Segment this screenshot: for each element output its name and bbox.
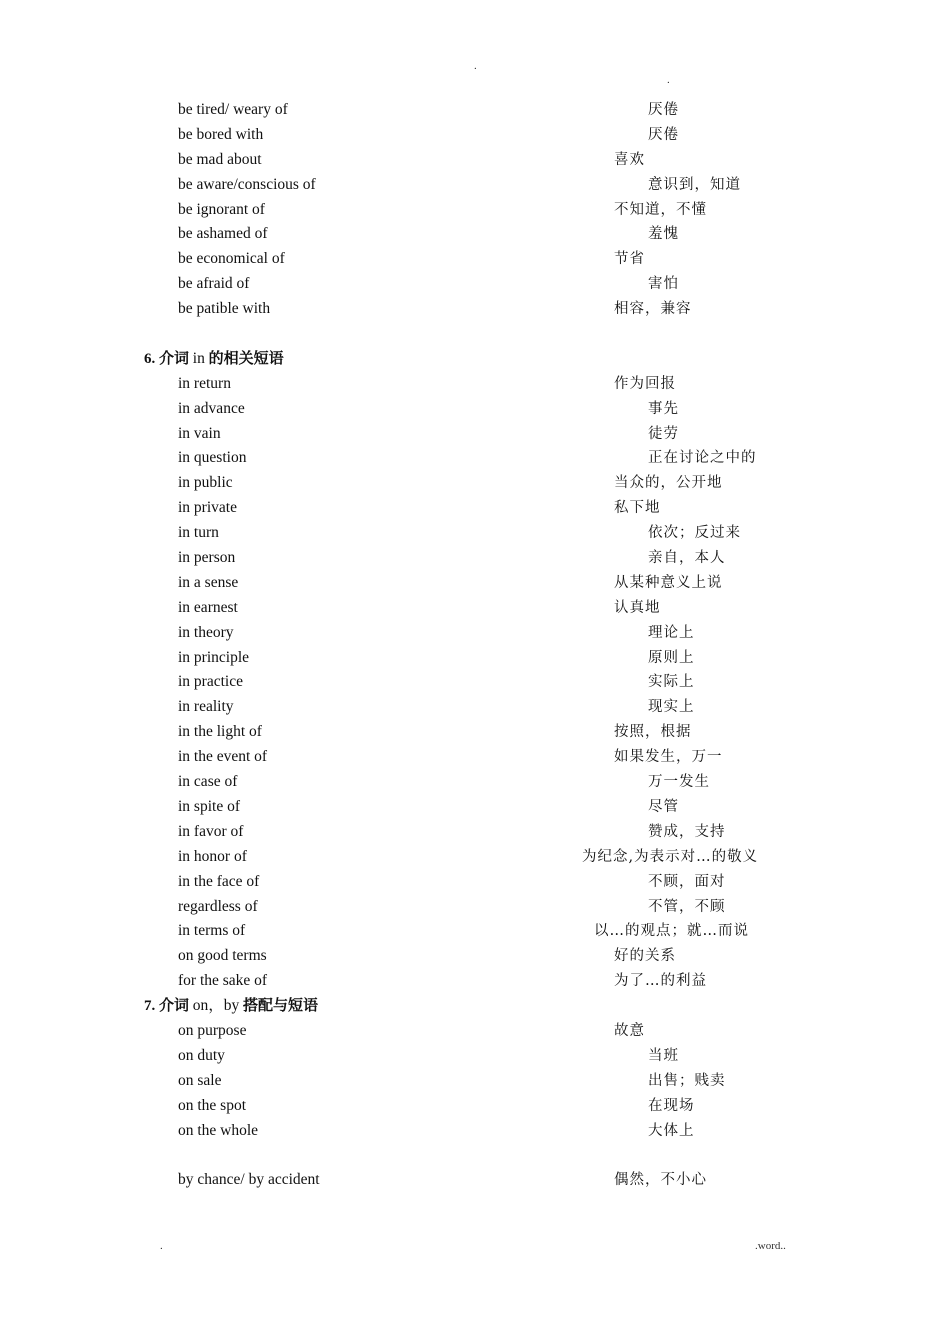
phrase-english: on the whole xyxy=(178,1121,259,1139)
section-a-list xyxy=(0,98,950,322)
phrase-row xyxy=(0,745,950,770)
phrase-english: in person xyxy=(178,549,236,567)
phrase-english: in favor of xyxy=(178,822,244,840)
phrase-row xyxy=(0,297,950,322)
phrase-row xyxy=(0,670,950,695)
header-mark-left: . xyxy=(474,60,477,72)
phrase-english: in private xyxy=(178,499,237,517)
phrase-row xyxy=(0,820,950,845)
phrase-chinese: 好的关系 xyxy=(614,948,676,965)
phrase-row xyxy=(0,596,950,621)
phrase-chinese: 为了…的利益 xyxy=(614,973,707,990)
phrase-chinese: 害怕 xyxy=(648,276,679,293)
phrase-english: in practice xyxy=(178,673,243,691)
phrase-chinese: 当班 xyxy=(648,1047,679,1064)
phrase-english: in principle xyxy=(178,648,250,666)
phrase-english: be economical of xyxy=(178,250,285,268)
phrase-english: in honor of xyxy=(178,847,247,865)
phrase-row xyxy=(0,1094,950,1119)
section-7-heading-b: 搭配与短语 xyxy=(243,998,319,1015)
phrase-row xyxy=(0,621,950,646)
phrase-english: by chance/ by accident xyxy=(178,1171,320,1189)
section-7-heading-en: on，by xyxy=(192,997,240,1015)
phrase-row xyxy=(0,422,950,447)
phrase-chinese: 意识到，知道 xyxy=(648,176,741,193)
phrase-chinese: 喜欢 xyxy=(614,151,645,168)
phrase-english: in reality xyxy=(178,698,234,716)
phrase-chinese: 为纪念,为表示对…的敬义 xyxy=(582,848,759,865)
phrase-chinese: 羞愧 xyxy=(648,226,679,243)
phrase-english: in theory xyxy=(178,623,234,641)
phrase-row xyxy=(0,148,950,173)
section-6-list xyxy=(0,372,950,994)
phrase-chinese: 相容，兼容 xyxy=(614,301,692,318)
phrase-english: be patible with xyxy=(178,300,271,318)
phrase-row xyxy=(0,222,950,247)
phrase-chinese: 偶然，不小心 xyxy=(614,1172,707,1189)
phrase-chinese: 认真地 xyxy=(614,599,661,616)
phrase-row xyxy=(0,471,950,496)
phrase-chinese: 事先 xyxy=(648,400,679,417)
phrase-chinese: 原则上 xyxy=(648,649,695,666)
section-7-list-b xyxy=(0,1168,950,1193)
phrase-row xyxy=(0,1168,950,1193)
phrase-row xyxy=(0,446,950,471)
phrase-row xyxy=(0,98,950,123)
phrase-english: be mad about xyxy=(178,150,262,168)
phrase-row xyxy=(0,795,950,820)
phrase-english: in question xyxy=(178,449,247,467)
phrase-row xyxy=(0,944,950,969)
phrase-chinese: 正在讨论之中的 xyxy=(648,450,757,467)
phrase-row xyxy=(0,1119,950,1144)
phrase-english: on sale xyxy=(178,1071,222,1089)
phrase-row xyxy=(0,272,950,297)
phrase-chinese: 节省 xyxy=(614,251,645,268)
phrase-english: in turn xyxy=(178,524,219,542)
phrase-row xyxy=(0,1019,950,1044)
phrase-english: in return xyxy=(178,374,231,392)
phrase-english: in the event of xyxy=(178,748,268,766)
phrase-row xyxy=(0,720,950,745)
section-7-heading xyxy=(0,994,950,1019)
phrase-row xyxy=(0,571,950,596)
blank-line xyxy=(0,322,950,347)
phrase-english: on good terms xyxy=(178,947,267,965)
phrase-chinese: 按照，根据 xyxy=(614,724,692,741)
phrase-chinese: 实际上 xyxy=(648,674,695,691)
section-6-heading-en: in xyxy=(192,349,205,367)
phrase-chinese: 不顾，面对 xyxy=(648,873,726,890)
phrase-chinese: 私下地 xyxy=(614,500,661,517)
phrase-english: in advance xyxy=(178,399,245,417)
phrase-row xyxy=(0,546,950,571)
phrase-english: in vain xyxy=(178,424,221,442)
phrase-chinese: 厌倦 xyxy=(648,126,679,143)
phrase-english: for the sake of xyxy=(178,972,268,990)
phrase-english: in the light of xyxy=(178,723,262,741)
phrase-chinese: 如果发生，万一 xyxy=(614,749,723,766)
header-mark-right: . xyxy=(667,74,670,86)
phrase-row xyxy=(0,247,950,272)
phrase-chinese: 作为回报 xyxy=(614,375,676,392)
phrase-row xyxy=(0,646,950,671)
section-7-number: 7. xyxy=(144,998,156,1015)
phrase-row xyxy=(0,198,950,223)
phrase-chinese: 从某种意义上说 xyxy=(614,574,723,591)
phrase-english: on purpose xyxy=(178,1021,247,1039)
phrase-row xyxy=(0,1044,950,1069)
phrase-english: regardless of xyxy=(178,897,258,915)
phrase-row xyxy=(0,372,950,397)
phrase-english: on duty xyxy=(178,1046,225,1064)
phrase-english: be ignorant of xyxy=(178,200,265,218)
phrase-chinese: 大体上 xyxy=(648,1122,695,1139)
section-6-number: 6. xyxy=(144,350,156,367)
phrase-row xyxy=(0,895,950,920)
phrase-english: be ashamed of xyxy=(178,225,268,243)
phrase-english: be tired/ weary of xyxy=(178,101,288,118)
phrase-english: be bored with xyxy=(178,125,264,143)
phrase-chinese: 理论上 xyxy=(648,624,695,641)
footer-mark-right: .word.. xyxy=(755,1240,786,1252)
document-body xyxy=(0,98,950,1193)
phrase-chinese: 亲自，本人 xyxy=(648,550,726,567)
phrase-row xyxy=(0,870,950,895)
section-7-heading-a: 介词 xyxy=(159,998,190,1015)
blank-line xyxy=(0,1143,950,1168)
phrase-english: in the face of xyxy=(178,872,260,890)
phrase-chinese: 以…的观点；就…而说 xyxy=(594,923,749,940)
phrase-english: be aware/conscious of xyxy=(178,175,316,193)
phrase-english: in case of xyxy=(178,773,238,791)
section-6-heading xyxy=(0,347,950,372)
phrase-chinese: 当众的，公开地 xyxy=(614,475,723,492)
phrase-chinese: 徒劳 xyxy=(648,425,679,442)
phrase-english: in spite of xyxy=(178,797,240,815)
phrase-chinese: 出售；贱卖 xyxy=(648,1072,726,1089)
phrase-english: in public xyxy=(178,474,233,492)
footer-mark-left: . xyxy=(160,1240,163,1252)
section-6-heading-b: 的相关短语 xyxy=(208,350,284,367)
phrase-english: in earnest xyxy=(178,598,238,616)
phrase-english: on the spot xyxy=(178,1096,247,1114)
phrase-row xyxy=(0,1069,950,1094)
phrase-chinese: 在现场 xyxy=(648,1097,695,1114)
phrase-row xyxy=(0,969,950,994)
phrase-row xyxy=(0,521,950,546)
phrase-chinese: 故意 xyxy=(614,1022,645,1039)
phrase-chinese: 依次；反过来 xyxy=(648,525,741,542)
phrase-chinese: 不知道，不懂 xyxy=(614,201,707,218)
phrase-chinese: 厌倦 xyxy=(648,102,679,118)
phrase-english: in a sense xyxy=(178,573,239,591)
phrase-chinese: 不管，不顾 xyxy=(648,898,726,915)
phrase-row xyxy=(0,919,950,944)
phrase-row xyxy=(0,496,950,521)
phrase-row xyxy=(0,173,950,198)
phrase-row xyxy=(0,770,950,795)
section-7-list xyxy=(0,1019,950,1143)
phrase-english: be afraid of xyxy=(178,275,250,293)
phrase-chinese: 赞成，支持 xyxy=(648,823,726,840)
phrase-chinese: 尽管 xyxy=(648,798,679,815)
phrase-chinese: 万一发生 xyxy=(648,774,710,791)
phrase-chinese: 现实上 xyxy=(648,699,695,716)
phrase-row xyxy=(0,695,950,720)
phrase-row xyxy=(0,397,950,422)
phrase-row xyxy=(0,845,950,870)
section-6-heading-a: 介词 xyxy=(159,350,190,367)
phrase-row xyxy=(0,123,950,148)
phrase-english: in terms of xyxy=(178,922,246,940)
